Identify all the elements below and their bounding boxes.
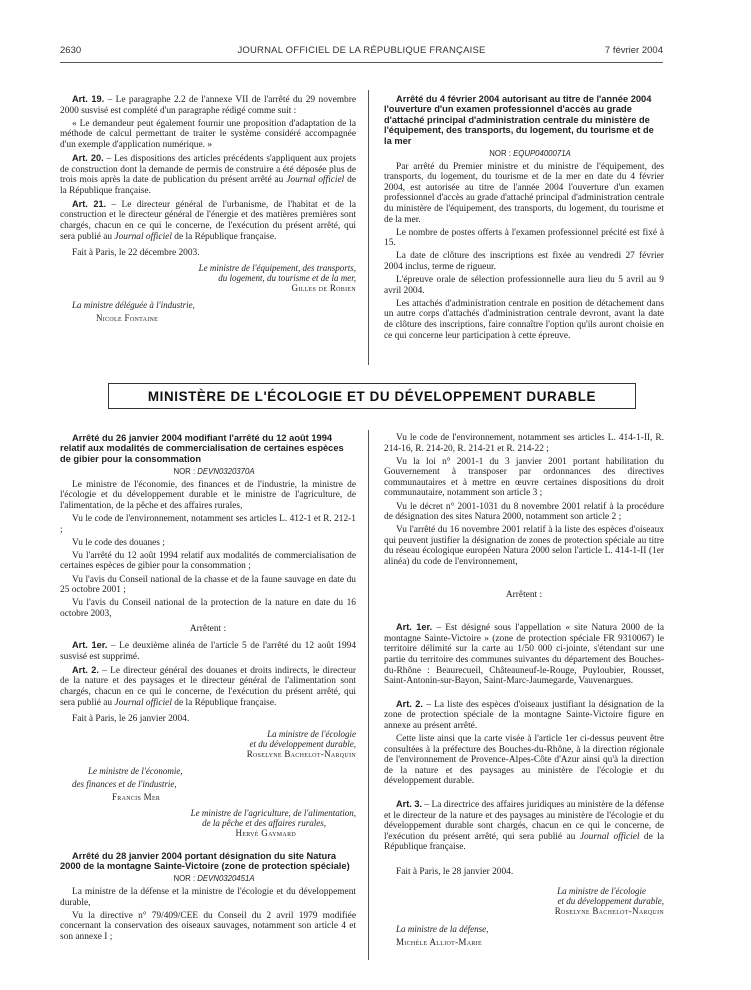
article-19-quote: « Le demandeur peut également fournir une proposition d'adaptation de la méthode de calcul permettant de traiter le système considéré accompagnée d'un exemple d'application numérique. » bbox=[60, 118, 356, 150]
article-20: Art. 20. – Les dispositions des articles précédents s'appliquent aux projets de construction dont la demande de permis de construire a été déposée plus de trois mois après la date de publication du présent arrêté au Journal officiel de la République française. bbox=[60, 152, 356, 196]
signatory-name: Roselyne Bachelot-Narquin bbox=[246, 749, 356, 760]
signature-role: et du développement durable, bbox=[249, 738, 356, 749]
signature-role: des finances et de l'industrie, bbox=[72, 779, 177, 789]
article-19: Art. 19. – Le paragraphe 2.2 de l'annexe VII de l'arrêté du 29 novembre 2000 susvisé est complété d'un paragraphe rédigé comme suit : bbox=[60, 94, 356, 116]
article-1: Art. 1er. – Est désigné sous l'appellation « site Natura 2000 de la montagne Sainte-Victoire » (zone de protection spéciale FR 9310067) le territoire délimité sur la carte au 1/50 000 ci-jointe, s'étendant sur une partie du territoire des communes suivantes du département des Bouches-du-Rhône : Beaurecueil, Châteauneuf-le-Rouge, Puyloubier, Rousset, Saint-Antonin-sur-Bayon, Saint-Marc-Jaumegarde, Vauvenargues. bbox=[384, 622, 664, 687]
signatory-name: Hervé Gaymard bbox=[235, 828, 296, 839]
bottom-right-column bbox=[384, 433, 664, 950]
decree-title: Arrêté du 4 février 2004 autorisant au titre de l'année 2004 l'ouverture d'un examen professionnel d'accès au grade d'attaché principal d'administration centrale du ministère de l'équipement, des transports, du logement, du tourisme et de la mer bbox=[384, 94, 654, 146]
paragraph: Les attachés d'administration centrale en position de détachement dans un autre corps d'attachés d'administration centrale devront, avant la date de clôture des inscriptions, faire connaître l'option qu'ils auront choisie en ce qui concerne leur participation à cette épreuve. bbox=[384, 298, 664, 341]
journal-title: JOURNAL OFFICIEL DE LA RÉPUBLIQUE FRANÇAISE bbox=[237, 45, 486, 56]
paragraph: Vu l'avis du Conseil national de la protection de la nature en date du 16 octobre 2003, bbox=[60, 598, 356, 619]
ministry-banner: MINISTÈRE DE L'ÉCOLOGIE ET DU DÉVELOPPEMENT DURABLE bbox=[108, 383, 636, 409]
paragraph: L'épreuve orale de sélection professionnelle aura lieu du 5 avril au 9 avril 2004. bbox=[384, 275, 664, 296]
signature-role: Le ministre de l'économie, bbox=[88, 766, 183, 777]
paragraph: Vu le décret n° 2001-1031 du 8 novembre 2001 relatif à la procédure de désignation des sites Natura 2000, notamment son article 2 ; bbox=[384, 501, 664, 523]
paragraph: Vu la directive n° 79/409/CEE du Conseil du 2 avril 1979 modifiée concernant la conservation des oiseaux sauvages, notamment son article 4 et son annexe I ; bbox=[60, 910, 356, 942]
top-right-column bbox=[384, 94, 664, 344]
signatory-name: Francis Mer bbox=[112, 791, 161, 802]
top-left-column bbox=[60, 94, 356, 326]
decree-title: Arrêté du 26 janvier 2004 modifiant l'arrêté du 12 août 1994 relatif aux modalités de commercialisation de certaines espèces de gibier pour la consommation bbox=[60, 433, 344, 464]
nor-reference: NOR : DEVN0320370A bbox=[173, 466, 255, 476]
issue-date: 7 février 2004 bbox=[604, 45, 663, 56]
paragraph: Vu la loi n° 2001-1 du 3 janvier 2001 portant habilitation du Gouvernement à transposer par ordonnances des directives communautaires et à mettre en œuvre certaines dispositions du droit communautaire, notamment son article 3 ; bbox=[384, 456, 664, 499]
page-header bbox=[60, 45, 663, 59]
signatory-name: Nicole Fontaine bbox=[96, 313, 159, 324]
column-divider bbox=[368, 430, 369, 960]
signature-role: et du développement durable, bbox=[557, 895, 664, 906]
paragraph: Vu l'arrêté du 12 août 1994 relatif aux modalités de commercialisation de certaines espèces de gibier pour la consommation ; bbox=[60, 550, 356, 572]
signature-role: La ministre de la défense, bbox=[396, 924, 489, 935]
paragraph: La date de clôture des inscriptions est fixée au vendredi 27 février 2004 inclus, terme de rigueur. bbox=[384, 251, 664, 272]
signature-role: Le ministre de l'équipement, des transports, bbox=[198, 262, 356, 273]
paragraph: Cette liste ainsi que la carte visée à l'article 1er ci-dessus peuvent être consultées à la préfecture des Bouches-du-Rhône, à la direction régionale de l'environnement de Provence-Alpes-Côte d'Azur ainsi qu'à la direction de la nature et des paysages au ministère de l'écologie et du développement durable. bbox=[384, 734, 664, 787]
fait-a-paris: Fait à Paris, le 28 janvier 2004. bbox=[396, 867, 514, 877]
paragraph: Vu le code de l'environnement, notamment ses articles L. 414-1-II, R. 214-16, R. 214-20, R. 214-21 et R. 214-22 ; bbox=[384, 433, 664, 454]
paragraph: Par arrêté du Premier ministre et du ministre de l'équipement, des transports, du logement, du tourisme et de la mer en date du 4 février 2004, est autorisée au titre de l'année 2004 l'ouverture d'un examen professionnel d'accès au grade d'attaché principal d'administration centrale du ministère de l'équipement, des transports, du logement, du tourisme et de la mer. bbox=[384, 161, 664, 225]
signature-role: La ministre de l'écologie bbox=[557, 885, 646, 896]
paragraph: Vu l'avis du Conseil national de la chasse et de la faune sauvage en date du 25 octobre 2001 ; bbox=[60, 574, 356, 596]
decree-title: Arrêté du 28 janvier 2004 portant désignation du site Natura 2000 de la montagne Sainte-Victoire (zone de protection spéciale) bbox=[60, 850, 350, 871]
signatory-name: Michèle Alliot-Marie bbox=[396, 936, 482, 947]
signatory-name: Gilles de Robien bbox=[291, 283, 356, 294]
signature-role: La ministre de l'écologie bbox=[267, 728, 356, 739]
page-number: 2630 bbox=[60, 45, 82, 56]
arretent-heading: Arrêtent : bbox=[189, 624, 227, 635]
signature-role: Le ministre de l'agriculture, de l'alimentation, bbox=[190, 807, 356, 818]
paragraph: La ministre de la défense et la ministre de l'écologie et du développement durable, bbox=[60, 886, 356, 908]
signature-role: de la pêche et des affaires rurales, bbox=[202, 818, 326, 829]
signature-role: du logement, du tourisme et de la mer, bbox=[218, 273, 356, 284]
paragraph: Vu le code de l'environnement, notamment ses articles L. 412-1 et R. 212-1 ; bbox=[60, 514, 356, 535]
paragraph: Vu l'arrêté du 16 novembre 2001 relatif à la liste des espèces d'oiseaux qui peuvent justifier la désignation de zones de protection spéciale au titre du réseau écologique européen Natura 2000 selon l'article L. 414-1-II (1er alinéa) du code de l'environnement, bbox=[384, 525, 664, 568]
nor-reference: NOR : EQUP0400071A bbox=[489, 148, 571, 158]
article-2: Art. 2. – Le directeur général des douanes et droits indirects, le directeur de la nature et des paysages et le directeur général de l'alimentation sont chargés, chacun en ce qui le concerne, de l'exécution du présent arrêté, qui sera publié au Journal officiel de la République française. bbox=[60, 664, 356, 708]
article-21: Art. 21. – Le directeur général de l'urbanisme, de l'habitat et de la construction et le directeur général de l'énergie et des matières premières sont chargés, chacun en ce qui le concerne, de l'exécution du présent arrêté, qui sera publié au Journal officiel de la République française. bbox=[60, 198, 356, 242]
nor-reference: NOR : DEVN0320451A bbox=[173, 873, 255, 883]
signature-role: La ministre déléguée à l'industrie, bbox=[72, 300, 195, 311]
fait-a-paris: Fait à Paris, le 22 décembre 2003. bbox=[72, 248, 200, 259]
paragraph: Le nombre de postes offerts à l'examen professionnel précité est fixé à 15. bbox=[384, 227, 664, 249]
paragraph: Vu le code des douanes ; bbox=[72, 537, 165, 548]
article-2: Art. 2. – La liste des espèces d'oiseaux justifiant la désignation de la zone de protection spéciale de la montagne Sainte-Victoire figure en annexe au présent arrêté. bbox=[384, 698, 664, 731]
signatory-name: Roselyne Bachelot-Narquin bbox=[554, 906, 664, 916]
article-3: Art. 3. – La directrice des affaires juridiques au ministère de la défense et le directeur de la nature et des paysages au ministère de l'écologie et du développement durable sont chargés, chacun en ce qui le concerne, de l'exécution du présent arrêté, qui sera publié au Journal officiel de la République française. bbox=[384, 799, 664, 853]
article-1: Art. 1er. – Le deuxième alinéa de l'article 5 de l'arrêté du 12 août 1994 susvisé est supprimé. bbox=[60, 640, 357, 662]
arretent-heading: Arrêtent : bbox=[505, 589, 543, 600]
column-divider bbox=[368, 90, 369, 365]
paragraph: Le ministre de l'économie, des finances et de l'industrie, la ministre de l'écologie et du développement durable et le ministre de l'agriculture, de l'alimentation, de la pêche et des affaires rurales, bbox=[60, 479, 356, 511]
bottom-left-column bbox=[60, 433, 356, 945]
header-rule bbox=[60, 62, 663, 63]
fait-a-paris: Fait à Paris, le 26 janvier 2004. bbox=[72, 714, 190, 725]
